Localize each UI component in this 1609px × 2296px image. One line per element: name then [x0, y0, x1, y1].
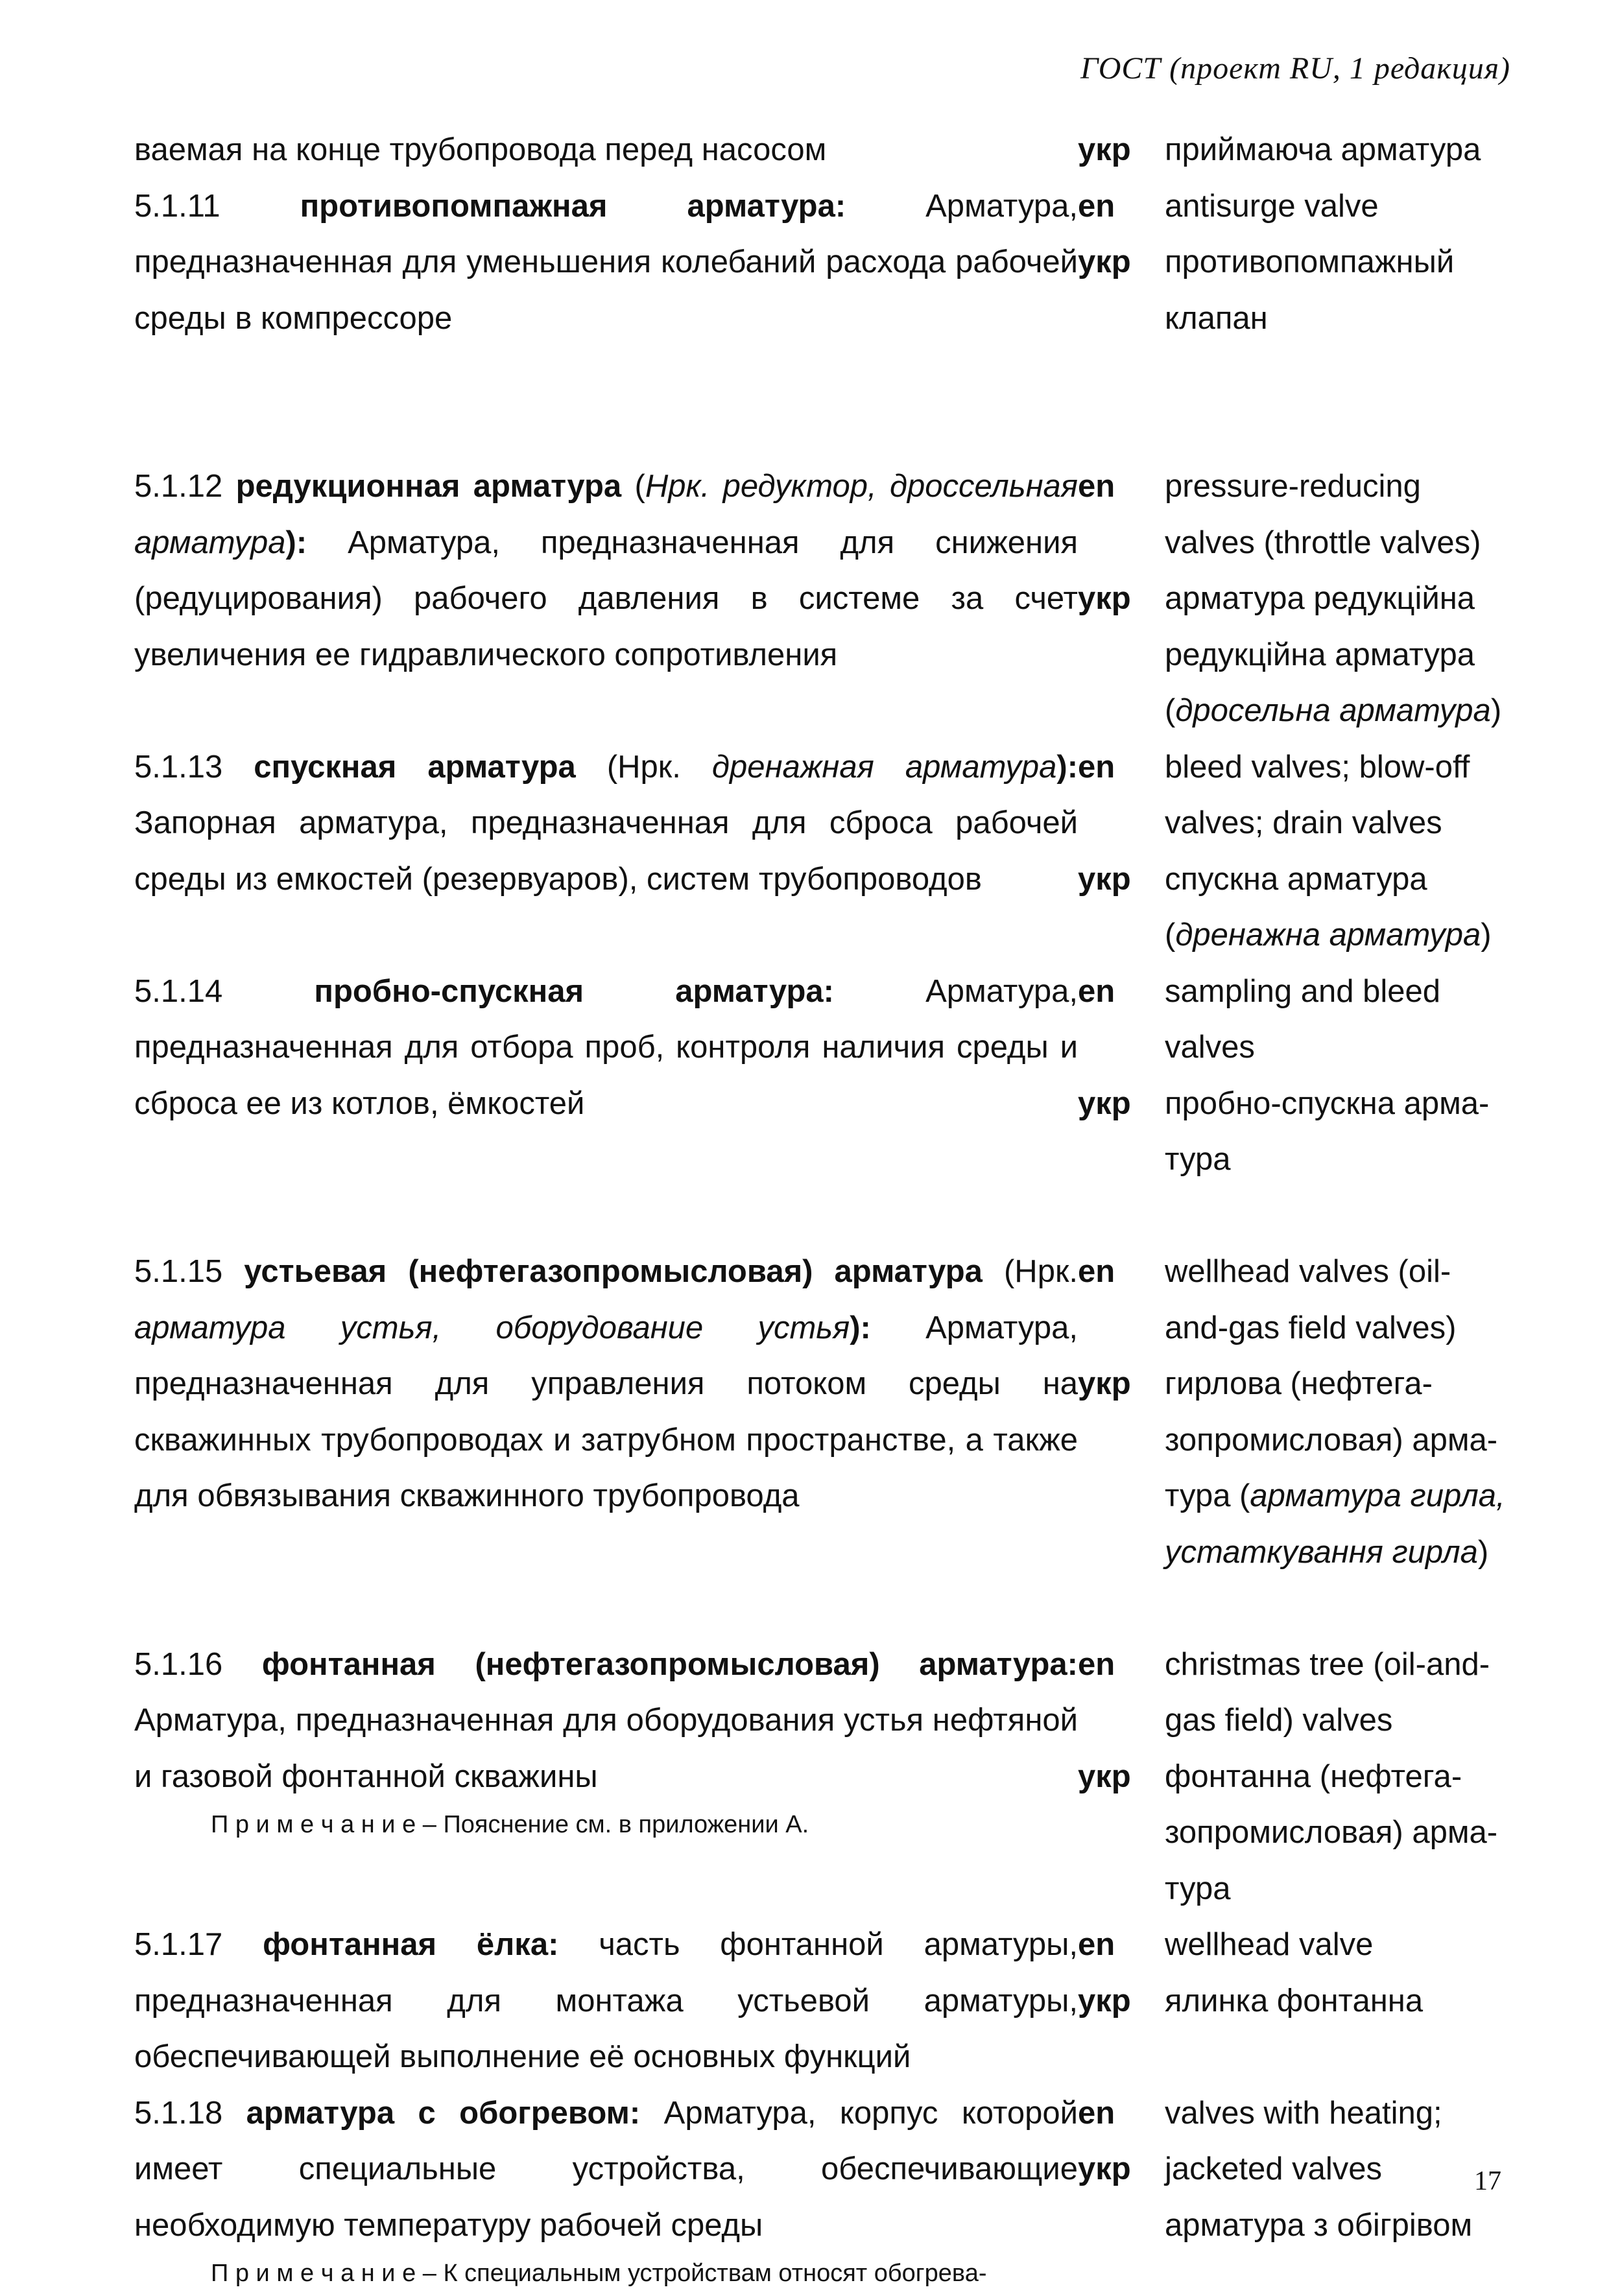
lang-label: укр: [1078, 1973, 1165, 2030]
term-entry-continuation: [134, 122, 1548, 178]
lang-label: укр: [1078, 1076, 1165, 1132]
term-definition: [134, 458, 1078, 683]
lang-label: [1078, 515, 1165, 571]
document-header: ГОСТ (проект RU, 1 редакция): [1080, 51, 1510, 86]
term-pre-italic: (Нрк.: [576, 750, 712, 785]
equivalent-term: valves (throttle valves): [1165, 515, 1548, 571]
lang-label: [1078, 1861, 1165, 1917]
term-entry: [134, 458, 1548, 739]
lang-label: [1078, 2029, 1165, 2085]
definition-text: Арматура, корпус которой имеет специальные устройства, обеспечивающие необходимую температуру рабочей среды: [134, 2096, 1078, 2243]
lang-label: [1078, 1131, 1165, 1188]
equivalent-term: тура: [1165, 1861, 1548, 1917]
lang-label: [1078, 1692, 1165, 1749]
equivalent-term: [1165, 2029, 1548, 2085]
term-number: 5.1.15: [134, 1254, 222, 1289]
lang-label: [1078, 1019, 1165, 1076]
lang-label: укр: [1078, 851, 1165, 908]
term-definition: [134, 1917, 1078, 2085]
definition-text: Арматура, предназначенная для снижения (редуцирования) рабочего давления в системе за счет увеличения ее гидравлического сопротивления: [134, 525, 1078, 672]
term-definition: [134, 178, 1078, 347]
equivalent-variant: арматура гирла,: [1250, 1478, 1505, 1513]
definition-text: Арматура, предназначенная для отбора проб, контроля наличия среды и сброса ее из котлов, ёмкостей: [134, 974, 1078, 1121]
lang-label: [1078, 1412, 1165, 1469]
equivalent-term: тура: [1165, 1131, 1548, 1188]
term-entries: [134, 178, 1548, 2296]
lang-label: en: [1078, 458, 1165, 515]
equivalent-term: sampling and bleed: [1165, 964, 1548, 1020]
equivalent-term: арматура редукційна: [1165, 571, 1548, 627]
equivalent-term: christmas tree (oil-and-: [1165, 1637, 1548, 1693]
lang-label: [1078, 346, 1165, 403]
term-entry: [134, 739, 1548, 964]
equivalent-term: зопромисловая) арма-: [1165, 1805, 1548, 1861]
equivalent-term: ялинка фонтанна: [1165, 1973, 1548, 2030]
term-number: 5.1.18: [134, 2096, 222, 2131]
lang-label: [1078, 1300, 1165, 1356]
definition-text: Арматура, предназначенная для управления потоком среды на скважинных трубопроводах и затрубном пространстве, а также для обвязывания скважинного трубопровода: [134, 1310, 1078, 1514]
term-entry: [134, 1244, 1548, 1580]
equivalent-variant: устаткування гирла: [1165, 1535, 1478, 1570]
term-pre-italic: (: [621, 469, 645, 504]
equivalent-term: устаткування гирла): [1165, 1524, 1548, 1581]
term-pre-italic: (Нрк.: [983, 1254, 1078, 1289]
lang-label: укр: [1078, 1749, 1165, 1805]
equivalent-variant: дренажна арматура: [1175, 917, 1481, 953]
term-definition: [134, 964, 1078, 1132]
equivalent-term: wellhead valves (oil-: [1165, 1244, 1548, 1300]
lang-label: [1078, 290, 1165, 347]
definition-text: часть фонтанной арматуры, предназначенная для монтажа устьевой арматуры, обеспечивающей выполнение её основных функций: [134, 1927, 1078, 2074]
equivalent-term: гирлова (нефтега-: [1165, 1356, 1548, 1412]
lang-label: [1078, 1805, 1165, 1861]
term-definition: [134, 2085, 1078, 2254]
equivalent-term: (дросельна арматура): [1165, 683, 1548, 739]
definition-continuation: ваемая на конце трубопровода перед насосом: [134, 122, 1078, 178]
term-number: 5.1.13: [134, 750, 222, 785]
lang-label: [1078, 795, 1165, 851]
term-number: 5.1.11: [134, 189, 220, 224]
lang-label: en: [1078, 964, 1165, 1020]
lang-label: укр: [1078, 1356, 1165, 1412]
term-name: противопомпажная арматура:: [300, 189, 846, 224]
equivalent-term: and-gas field valves): [1165, 1300, 1548, 1356]
deprecated-term: Нрк. редуктор, дроссельная арматура: [134, 469, 1078, 560]
term-name: фонтанная (нефтегазопромысловая) арматура:: [262, 1647, 1078, 1682]
equivalent-term: valves with heating;: [1165, 2085, 1548, 2142]
equivalent-term: wellhead valve: [1165, 1917, 1548, 1973]
equivalent-term: antisurge valve: [1165, 178, 1548, 235]
equivalent-term: пробно-спускна арма-: [1165, 1076, 1548, 1132]
term-note: П р и м е ч а н и е – Пояснение см. в приложении А.: [134, 1802, 1078, 1847]
equivalent-term: [1165, 346, 1548, 403]
equivalent-term: приймаюча арматура: [1165, 122, 1548, 178]
term-number: 5.1.14: [134, 974, 222, 1009]
lang-label: en: [1078, 1244, 1165, 1300]
lang-label: [1078, 1468, 1165, 1524]
equivalent-term: pressure-reducing: [1165, 458, 1548, 515]
term-entry: [134, 178, 1548, 403]
term-definition: [134, 739, 1078, 908]
definition-text: Арматура, предназначенная для уменьшения колебаний расхода рабочей среды в компрессоре: [134, 189, 1078, 336]
deprecated-term: дренажная арматура: [712, 750, 1056, 785]
lang-label: [1078, 683, 1165, 739]
document-body: [134, 122, 1548, 2296]
term-number: 5.1.16: [134, 1647, 222, 1682]
equivalent-term: зопромисловая) арма-: [1165, 1412, 1548, 1469]
term-post: :: [548, 1927, 558, 1962]
term-note: П р и м е ч а н и е – К специальным устройствам относят обогрева-: [134, 2251, 1078, 2296]
equivalent-term: арматура з обігрівом: [1165, 2197, 1548, 2254]
equivalent-variant: дросельна арматура: [1175, 693, 1490, 728]
lang-label: en: [1078, 2085, 1165, 2142]
equivalent-term: valves; drain valves: [1165, 795, 1548, 851]
lang-label: [1078, 907, 1165, 964]
term-entry: [134, 1637, 1548, 1917]
equivalent-term: jacketed valves: [1165, 2141, 1548, 2197]
equivalent-term: редукційна арматура: [1165, 627, 1548, 683]
lang-label: [1078, 2197, 1165, 2254]
equivalent-term: клапан: [1165, 290, 1548, 347]
lang-label: en: [1078, 739, 1165, 796]
term-post: ):: [286, 525, 307, 560]
deprecated-term: арматура устья, оборудование устья: [134, 1310, 850, 1345]
lang-label: укр: [1078, 122, 1165, 178]
lang-label: en: [1078, 1637, 1165, 1693]
term-name: устьевая (нефтегазопромысловая) арматура: [244, 1254, 983, 1289]
equivalent-term: bleed valves; blow-off: [1165, 739, 1548, 796]
term-name: фонтанная ёлка: [263, 1927, 548, 1962]
term-definition: [134, 1244, 1078, 1524]
lang-label: en: [1078, 178, 1165, 235]
lang-label: [1078, 627, 1165, 683]
definition-text: Арматура, предназначенная для оборудования устья нефтяной и газовой фонтанной скважины: [134, 1703, 1078, 1794]
term-number: 5.1.17: [134, 1927, 222, 1962]
term-definition: [134, 1637, 1078, 1805]
lang-label: [1078, 1524, 1165, 1581]
lang-label: укр: [1078, 2141, 1165, 2197]
equivalent-term: противопомпажный: [1165, 234, 1548, 290]
equivalent-term: (дренажна арматура): [1165, 907, 1548, 964]
equivalent-term: gas field) valves: [1165, 1692, 1548, 1749]
term-name: редукционная арматура: [236, 469, 622, 504]
term-number: 5.1.12: [134, 469, 222, 504]
page-number: 17: [1474, 2166, 1501, 2197]
term-entry: [134, 1917, 1548, 2085]
equivalent-term: фонтанна (нефтега-: [1165, 1749, 1548, 1805]
term-name: арматура с обогревом:: [246, 2096, 641, 2131]
equivalent-term: valves: [1165, 1019, 1548, 1076]
term-entry: [134, 964, 1548, 1188]
definition-text: Запорная арматура, предназначенная для сброса рабочей среды из емкостей (резервуаров), систем трубопроводов: [134, 805, 1078, 897]
lang-label: укр: [1078, 234, 1165, 290]
term-entry: [134, 2085, 1548, 2296]
lang-label: укр: [1078, 571, 1165, 627]
equivalent-term: спускна арматура: [1165, 851, 1548, 908]
term-name: пробно-спускная арматура:: [314, 974, 834, 1009]
equivalent-term: тура (арматура гирла,: [1165, 1468, 1548, 1524]
term-post: ):: [1056, 750, 1078, 785]
term-post: ):: [850, 1310, 871, 1345]
lang-label: en: [1078, 1917, 1165, 1973]
term-name: спускная арматура: [254, 750, 576, 785]
